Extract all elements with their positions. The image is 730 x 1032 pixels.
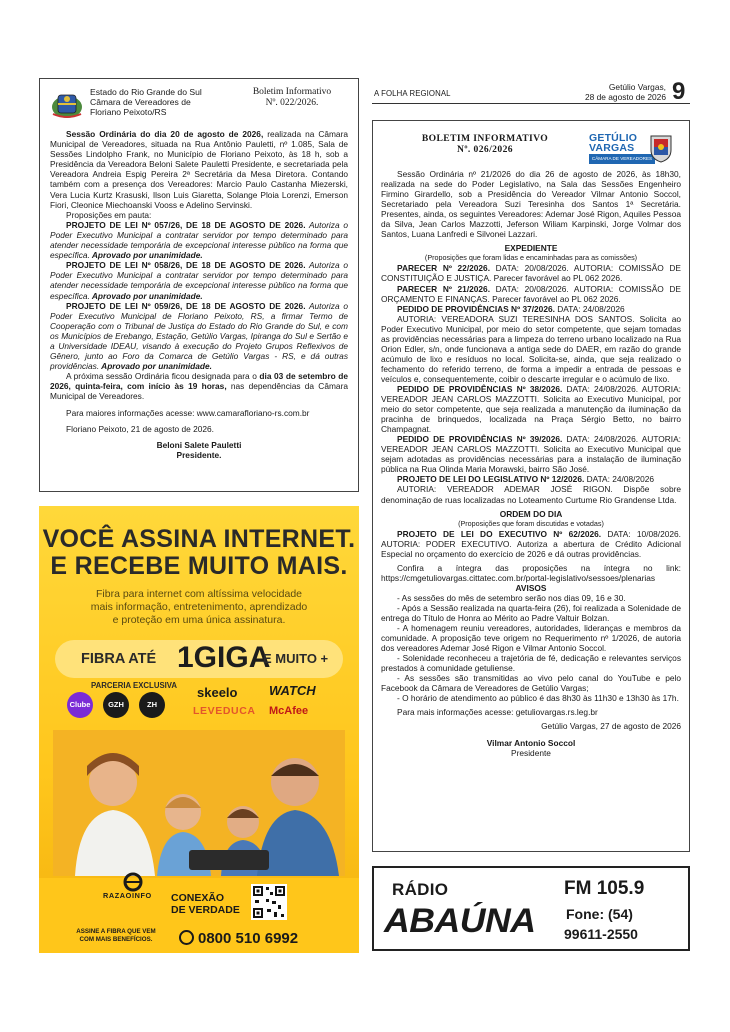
ad-headline <box>39 526 359 580</box>
radio-phone-number[interactable]: 99611-2550 <box>564 926 638 942</box>
section-title-text: EXPEDIENTE <box>504 243 558 254</box>
partner-badge-gzh: GZH <box>103 692 129 718</box>
more-info-link[interactable]: Para maiores informações acesse: www.camarafloriano-rs.com.br <box>66 407 310 418</box>
item-title: PEDIDO DE PROVIDÊNCIAS Nº 39/2026. <box>397 434 563 445</box>
radio-label: RÁDIO <box>392 880 449 899</box>
bill-text: AUTORIA: VEREADOR ADEMAR JOSÉ RIGON. Dispõe sobre denominação de ruas localizadas no Loteamento Curtume Rio Grandense Ltda. <box>381 484 681 505</box>
section-title-text: ORDEM DO DIA <box>499 508 563 519</box>
page-header <box>372 80 690 104</box>
parecer-item <box>381 284 681 304</box>
partner-badge-clube: Clube <box>67 692 93 718</box>
next-session <box>50 371 348 401</box>
bill-item <box>381 529 681 559</box>
brand-leveduca: LEVEDUCA <box>193 705 256 717</box>
notice-item: - O horário de atendimento ao público é das 8h30 às 11h30 e 13h30 às 17h. <box>397 693 679 704</box>
boletim-header <box>50 87 348 129</box>
session-text: realizada na Câmara Municipal de Vereadores, situada na Rua Antônio Pauletti, nº 1.085, Sala de Sessões Lindolpho Frank, no Município de Floriano Peixoto, às 18 h, sob a Presidência da Vereadora Beloni Salete Pauletti Presidente, e secretariada pela Vereadora Andreia Espig Pereira 2ª Secretária da Mesa Diretora. Contando também com a presença dos Vereadores: Marcio Paulo Castanha Miezerski, Vera Lucia Kurtz Krasuski, Ilson Luis Giaretta, Solange Ploia Lorenzi, Emerson Fiori, Cleonice Miechoanski Vooss e Adelino Servinski. <box>50 129 348 210</box>
signature-name-text: Beloni Salete Pauletti <box>156 439 242 450</box>
header-date-text: 28 de agosto de 2026 <box>584 92 666 102</box>
section-title-ordem <box>381 509 681 519</box>
razaoinfo-logo-icon <box>117 872 149 892</box>
conexao-tagline <box>171 892 240 916</box>
bill-result: Aprovado por unanimidade. <box>89 290 203 301</box>
logo-title: GETÚLIO VARGAS <box>589 132 638 155</box>
bill-item <box>50 260 348 300</box>
item-text: DATA: 24/08/2026. AUTORIA: VEREADOR JEAN CARLOS MAZZOTTI. Solicita ao Executivo Municipal que sejam adotadas as providências necessárias para a instalação de iluminação pública na Rua Olinda Maria Morawski, bairro São José. <box>381 434 681 475</box>
getulio-vargas-crest-icon <box>649 133 673 163</box>
qr-code-icon[interactable] <box>251 884 287 920</box>
section-subtitle: (Proposições que foram lidas e encaminhadas para as comissões) <box>424 253 638 263</box>
signature-name <box>50 440 348 450</box>
item-date: DATA: 24/08/2026 <box>554 303 625 314</box>
section-subtitle: (Proposições que foram discutidas e votadas) <box>458 518 604 528</box>
bill-item <box>50 220 348 260</box>
whatsapp-icon <box>179 930 194 945</box>
fibra-more: E MUITO + <box>263 651 329 666</box>
right-bulletin-body <box>381 169 681 758</box>
phone-number: 0800 510 6992 <box>198 930 299 947</box>
cta-line: ASSINE A FIBRA QUE VEM <box>76 928 156 935</box>
bill-title: PROJETO DE LEI Nº 058/26, DE 18 DE AGOSTO DE 2026. <box>66 260 306 271</box>
partner-brands <box>189 682 349 726</box>
item-title: PARECER Nº 22/2026. <box>397 263 491 274</box>
left-org-name <box>90 87 230 117</box>
razaoinfo-name: RAZAOINFO <box>103 891 152 900</box>
bulletin-title-line: Boletim Informativo <box>252 87 332 97</box>
ad-call-to-action <box>51 928 181 944</box>
signature-role <box>50 450 348 460</box>
brand-watch: WATCH <box>269 683 316 698</box>
notice-item: - A homenagem reuniu vereadores, autoridades, lideranças e membros da comunidade. A proposição teve origem no Requerimento nº 1/2026, de autoria dos vereadores Ademar José Rigon e Vilmar Antonio Soccol. <box>381 623 681 654</box>
ad-footer <box>39 878 359 953</box>
boletim-getulio-vargas <box>372 120 690 852</box>
getulio-vargas-logo <box>589 132 655 162</box>
header-city: Getúlio Vargas, <box>608 82 666 92</box>
tagline-line: CONEXÃO <box>171 892 225 904</box>
more-info-link[interactable]: Para mais informações acesse: getuliovargas.rs.leg.br <box>397 707 598 718</box>
next-session-date: dia 03 de setembro de 2026, quinta-feira, com início às 19 horas, <box>50 371 348 392</box>
bill-title: PROJETO DE LEI Nº 057/26, DE 18 DE AGOSTO DE 2026. <box>66 219 306 230</box>
pedido-text: AUTORIA: VEREADORA SUZI TERESINHA DOS SANTOS. Solicita ao Poder Executivo Municipal, por meio do setor competente, que sejam tomadas as providências necessárias para a limpeza do terreno urbano localizado na Rua Orion Edler, s/n, onde funcionava a antiga sede do DAER, em razão do grande acúmulo de lixo e resíduos no local. Solicita-se, ainda, que seja realizado o fechamento do referido terreno, de forma a impedir a entrada de pessoas e veículos e, consequentemente, coibir o descarte irregular e o acúmulo de lixo. <box>381 313 681 384</box>
signature-name-text: Vilmar Antonio Soccol <box>486 737 576 748</box>
fibra-label: FIBRA ATÉ <box>81 651 157 667</box>
logo-subtitle: CÂMARA DE VEREADORES <box>589 154 655 164</box>
municipal-crest-icon <box>50 87 84 121</box>
left-bulletin-body <box>50 129 348 460</box>
bill-item <box>50 301 348 372</box>
bulletin-number: Nº. 022/2026. <box>265 98 319 108</box>
item-title: PARECER Nº 21/2026. <box>397 283 491 294</box>
partner-badge-zh: ZH <box>139 692 165 718</box>
next-session-text: A próxima sessão Ordinária ficou designada para o <box>66 371 260 382</box>
place-date: Floriano Peixoto, 21 de agosto de 2026. <box>66 423 214 434</box>
notice-item: - As sessões do mês de setembro serão nos dias 09, 16 e 30. <box>397 592 626 603</box>
tagline-line: DE VERDADE <box>171 904 240 916</box>
next-session-place: nas dependências da Câmara Municipal de Vereadores. <box>50 381 348 402</box>
item-text: DATA: 10/08/2026. AUTORIA: PODER EXECUTIVO. Autoriza a abertura de Crédito Adicional Especial no orçamento do exercício de 2026 e dá outras providências. <box>381 528 681 559</box>
ad-subtitle <box>39 588 359 627</box>
item-text: DATA: 24/08/2026. AUTORIA: VEREADOR JEAN CARLOS MAZZOTTI. Solicita ao Executivo Municipal, por meio do setor competente, que seja realizada a manutenção da iluminação da pracinha de brinquedos, localizada na Praça Sérgio Betto, no bairro Champagnat. <box>381 383 681 435</box>
section-title-text: AVISOS <box>515 582 547 593</box>
radio-abauna-ad <box>372 866 690 951</box>
ad-subtitle-line: mais informação, entretenimento, aprendizado <box>90 601 308 613</box>
ad-headline-line: E RECEBE MUITO MAIS. <box>50 552 348 580</box>
header-date <box>585 82 666 102</box>
parecer-item <box>381 263 681 283</box>
bill-text: Autoriza o Poder Executivo Municipal de Floriano Peixoto, RS, a firmar Termo de Cooperação com o Tribunal de Justiça do Estado do Rio Grande do Sul, e com os Municípios de Erebango, Estação, Getúlio Vargas, Ipiranga do Sul e Sertão e a Universidade IDEAU, visando à execução do Projeto Grupos Reflexivos de Gênero, junto ao Foro da Comarca de Getúlio Vargas - RS, e dá outras providências. <box>50 300 348 372</box>
brand-mcafee: McAfee <box>269 705 309 717</box>
item-title: PEDIDO DE PROVIDÊNCIAS Nº 37/2026. <box>397 303 555 314</box>
pauta-label: Proposições em pauta: <box>66 209 152 220</box>
pedido-item <box>381 384 681 434</box>
notice-item: - As sessões são transmitidas ao vivo pelo canal do YouTube e pelo Facebook da Câmara de Vereadores de Getúlio Vargas; <box>381 673 681 694</box>
bill-result: Aprovado por unanimidade. <box>99 361 212 372</box>
session-title: Sessão Ordinária do dia 20 de agosto de 2026, <box>66 129 264 139</box>
bulletin-number: Nº. 026/2026 <box>457 144 513 155</box>
internet-advertisement <box>39 506 359 953</box>
place-date: Getúlio Vargas, 27 de agosto de 2026 <box>541 721 681 732</box>
signature-role-text: Presidente. <box>176 449 222 460</box>
radio-name: ABAÚNA <box>384 902 536 940</box>
item-date: DATA: 24/08/2026 <box>584 474 655 485</box>
radio-frequency: FM 105.9 <box>564 878 645 899</box>
pedido-item <box>381 304 681 314</box>
notice-item: - Solenidade reconheceu a trajetória de fé, dedicação e relevantes serviços prestados à comunidade getuliense. <box>381 653 681 674</box>
family-photo <box>53 730 345 876</box>
signature-role: Presidente <box>511 747 551 758</box>
section-title-avisos <box>381 583 681 593</box>
signature-name <box>381 738 681 748</box>
fibra-banner <box>55 640 343 678</box>
fibra-speed: 1GIGA <box>177 641 271 674</box>
bulletin-title-line: BOLETIM INFORMATIVO <box>421 133 549 144</box>
partnership-label: PARCERIA EXCLUSIVA <box>91 681 178 690</box>
item-title: PEDIDO DE PROVIDÊNCIAS Nº 38/2026. <box>397 383 563 394</box>
section-title-expediente <box>381 243 681 253</box>
ad-headline-line: VOCÊ ASSINA INTERNET. <box>42 525 356 553</box>
ad-phone[interactable] <box>179 930 298 947</box>
ad-subtitle-line: e proteção em uma única assinatura. <box>112 614 286 626</box>
newspaper-name: A FOLHA REGIONAL <box>374 89 451 98</box>
left-bulletin-title <box>236 87 348 109</box>
ad-subtitle-line: Fibra para internet com altíssima velocidade <box>95 588 302 600</box>
item-text: DATA: 20/08/2026. AUTORIA: COMISSÃO DE ORÇAMENTO E FINANÇAS. Parecer favorável ao PL 062 2026. <box>381 283 681 304</box>
cta-line: COM MAIS BENEFÍCIOS. <box>79 936 153 943</box>
item-title: PROJETO DE LEI DO LEGISLATIVO Nº 12/2026. <box>397 474 585 485</box>
page-number: 9 <box>672 78 686 105</box>
pedido-item <box>381 434 681 474</box>
bill-text: Autoriza o Poder Executivo Municipal a contratar servidor por tempo determinado para atender necessidade temporária de excepcional interesse público na forma que específica. <box>50 219 348 261</box>
right-bulletin-header <box>381 129 681 169</box>
bill-text: Autoriza o Poder Executivo Municipal a contratar servidor por tempo determinado para atender necessidade temporária de excepcional interesse público na forma que específica. <box>50 260 348 301</box>
partner-badges <box>67 692 177 718</box>
brand-skeelo: skeelo <box>197 685 238 700</box>
bill-item <box>381 474 681 484</box>
proposals-link[interactable]: Confira a íntegra das proposições na íntegra no link: https://cmgetuliovargas.cittatec.com.br/portal-legislativo/sessoes/plenarias <box>381 562 681 583</box>
bill-title: PROJETO DE LEI Nº 059/26, DE 18 DE AGOSTO DE 2026. <box>66 300 306 311</box>
session-intro: Sessão Ordinária nº 21/2026 do dia 26 de agosto de 2026, às 18h30, realizada na sede do Poder Legislativo, na Sala das Sessões Engenheiro Firmino Girardello, sob a Presidência do Vereador Vilmar Antonio Soccol, Secretariado pela Vereadora Suzi Teresinha dos Santos 1ª Secretária. Presentes, ainda, os seguintes Vereadores: Ademar José Rigon, Aquiles Pessoa da Silva, Jean Carlos Mazzotti, Jeferson Wiliam Karpinski, Jorge Volmar dos Santos, Luana Lanfredi e Silvonei Lazzari. <box>381 169 681 240</box>
item-text: DATA: 20/08/2026. AUTORIA: COMISSÃO DE CONSTITUIÇÃO E JUSTIÇA. Parecer favorável ao PL 062 2026. <box>381 263 681 284</box>
radio-phone-label: Fone: (54) <box>566 906 633 922</box>
org-line: Câmara de Vereadores de <box>90 97 191 107</box>
item-title: PROJETO DE LEI DO EXECUTIVO Nº 62/2026. <box>397 528 602 539</box>
notice-item: - Após a Sessão realizada na quarta-feira (26), foi realizada a Solenidade de entrega do Título de Honra ao Mérito ao Padre Valtuir Bolzan. <box>381 602 681 624</box>
boletim-floriano-peixoto <box>39 78 359 492</box>
org-line: Estado do Rio Grande do Sul <box>90 87 202 97</box>
bill-result: Aprovado por unanimidade. <box>89 250 203 261</box>
right-bulletin-title <box>415 133 555 155</box>
org-line: Floriano Peixoto/RS <box>90 107 167 117</box>
session-intro <box>50 129 348 210</box>
